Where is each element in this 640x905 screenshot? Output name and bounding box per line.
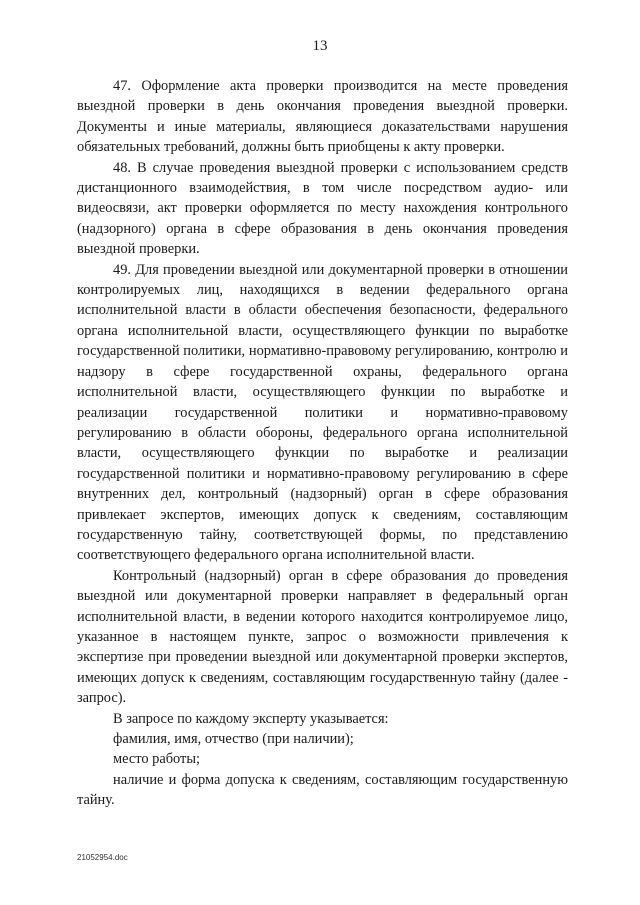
document-body	[77, 76, 568, 811]
paragraph-48: 48. В случае проведения выездной проверки с использованием средств дистанционного взаимодействия, в том числе посредством аудио- или видеосвязи, акт проверки оформляется по месту нахождения контрольного (надзорного) органа в сфере образования в день окончания проведения выездной проверки.	[77, 159, 568, 258]
paragraph-request: Контрольный (надзорный) орган в сфере образования до проведения выездной или документарной проверки направляет в федеральный орган исполнительной власти, в ведении которого находится контролируемое лицо, указанное в настоящем пункте, запрос о возможности привлечения к экспертизе при проведении выездной или документарной проверки экспертов, имеющих допуск к сведениям, составляющим государственную тайну (далее - запрос).	[77, 567, 568, 707]
paragraph-field-name: фамилия, имя, отчество (при наличии);	[113, 731, 354, 747]
paragraph-field-workplace: место работы;	[113, 751, 200, 768]
page-number: 13	[312, 38, 328, 54]
paragraph-47: 47. Оформление акта проверки производится на месте проведения выездной проверки в день окончания проведения выездной проверки. Документы и иные материалы, являющиеся доказательствами нарушения обязательных требований, должны быть приобщены к акту проверки.	[77, 78, 568, 156]
paragraph-field-clearance: наличие и форма допуска к сведениям, составляющим государственную тайну.	[77, 771, 568, 809]
paragraph-49: 49. Для проведении выездной или документарной проверки в отношении контролируемых лиц, находящихся в ведении федерального органа исполнительной власти в области обеспечения безопасности, федерального органа исполнительной власти, осуществляющего функции по выработке государственной политики, нормативно-правовому регулированию, контролю и надзору в сфере государственной охраны, федерального органа исполнительной власти, осуществляющего функции по выработке и реализации государственной политики и нормативно-правовому регулированию в области обороны, федерального органа исполнительной власти, осуществляющего функции по выработке и реализации государственной политики и нормативно-правовому регулированию в сфере внутренних дел, контрольный (надзорный) орган в сфере образования привлекает экспертов, имеющих допуск к сведениям, составляющим государственную тайну, соответствующей формы, по представлению соответствующего федерального органа исполнительной власти.	[77, 261, 568, 564]
paragraph-request-fields-intro: В запросе по каждому эксперту указывается:	[113, 710, 389, 727]
footer-filename: 21052954.doc	[77, 853, 128, 862]
